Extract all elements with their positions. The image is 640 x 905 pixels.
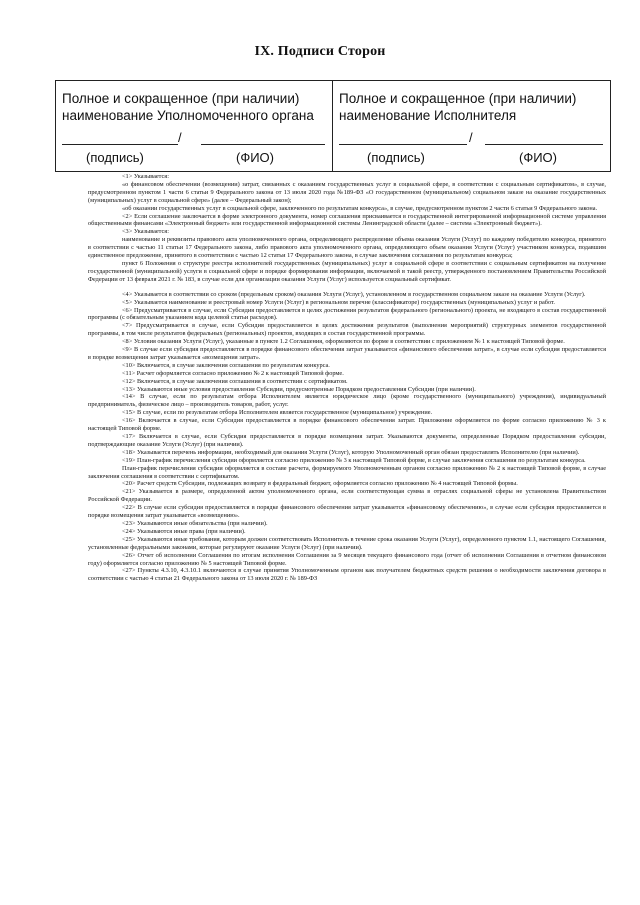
authority-slash: / [178, 130, 182, 145]
contractor-name-label: Полное и сокращенное (при наличии) наименование Исполнителя [339, 91, 577, 123]
footnote-paragraph: <19> План-график перечисления субсидии оформляется согласно приложению № 3 к настоящей Типовой форме, в случае заключения соглашения по результатам конкурса. [122, 456, 586, 464]
contractor-fio-caption: (ФИО) [519, 150, 557, 165]
contractor-signature-caption: (подпись) [367, 150, 425, 165]
footnote-paragraph: <3> Указывается: [122, 228, 169, 236]
signature-cell-authority [56, 81, 333, 171]
footnote-paragraph: <18> Указывается перечень информации, необходимый для оказания Услуги (Услуг), которую Уполномоченный орган обязан предоставлять Исполнителю (при наличии). [122, 448, 580, 456]
footnote-paragraph: План-график перечисления субсидии оформляется в составе расчета, формируемого Уполномоченным органом согласно приложению № 2 к настоящей Типовой форме, в случае заключения соглашения в соответствии с сертификатом. [88, 464, 606, 480]
footnote-paragraph: <15> В случае, если по результатам отбора Исполнителем является государственное (муниципальное) учреждение. [122, 409, 433, 417]
footnote-paragraph: «об оказании государственных услуг в социальной сфере, заключенного по результатам конкурса», в случае, предусмотренном пунктом 2 части 6 статьи 9 Федерального закона. [122, 204, 598, 212]
signature-cell-contractor [333, 81, 610, 171]
footnote-paragraph: <22> В случае если субсидия предоставляется в порядке финансового обеспечения затрат указывается «финансовому обеспечению», в случае если субсидия предоставляется в порядке возмещения затрат указывается «возмещению». [88, 504, 606, 520]
footnote-paragraph: <21> Указывается в размере, определенной актом уполномоченного органа, если соответствующая сумма в отраслях социальной сферы не установлена Правительством Российской Федерации. [88, 488, 606, 504]
footnote-paragraph: «о финансовом обеспечении (возмещении) затрат, связанных с оказанием государственных услуг в социальной сфере, в соответствии с социальным сертификатом», в случае, предусмотренном пунктом 1 части 6 статьи 9 Федерального закона от 13 июля 2020 года №189-ФЗ «О государственном (муниципальном) социальном заказе на оказание государственных (муниципальных) услуг в социальной сфере» (далее – Федеральный закон); [88, 180, 606, 204]
footnote-paragraph: <6> Предусматривается в случае, если Субсидия предоставляется в целях достижения результатов федерального (регионального) проекта, не входящего в состав государственной программы (с обязательным указанием кода целевой статьи расходов). [88, 306, 606, 322]
footnote-paragraph: <4> Указывается в соответствии со сроком (предельным сроком) оказания Услуги (Услуг), установленном в государственном социальном заказе на оказание Услуги (Услуг). [122, 290, 586, 298]
footnote-paragraph: <26> Отчет об исполнении Соглашения по итогам исполнения Соглашения за 9 месяцев текущего финансового года (отчет об исполнении Соглашения в отчетном финансовом году) оформляется согласно приложению № 5 настоящей Типовой форме. [88, 551, 606, 567]
footnote-paragraph: <20> Расчет средств Субсидии, подлежащих возврату в федеральный бюджет, оформляется согласно приложению № 4 настоящей Типовой формы. [122, 480, 518, 488]
footnote-paragraph: <13> Указываются иные условия предоставления Субсидии, предусмотренные Порядком предоставления Субсидии (при наличии). [122, 385, 476, 393]
footnote-paragraph: <7> Предусматривается в случае, если Субсидия предоставляется в целях достижения результатов (выполнения мероприятий) структурных элементов государственной программы, в том числе результатов федеральных (региональных) проектов, входящих в состав государственной программы. [88, 322, 606, 338]
footnote-paragraph: <17> Включается в случае, если Субсидия предоставляется в порядке возмещения затрат. Указываются документы, определенные Порядком предоставления субсидии, подтверждающие оказание Услуги (Услуг) (при наличии). [88, 433, 606, 448]
footnote-paragraph: <1> Указывается: [122, 173, 169, 180]
authority-signature-caption: (подпись) [86, 150, 144, 165]
footnote-paragraph: <2> Если соглашение заключается в форме электронного документа, номер соглашения присваивается в государственной интегрированной информационной системе управления общественными финансами «Электронный бюджет» или государственной информационной системы Ленинградской области (далее – система «Электронный бюджет»). [88, 212, 606, 228]
authority-fio-caption: (ФИО) [236, 150, 274, 165]
signature-table [55, 80, 611, 172]
footnote-paragraph: <23> Указываются иные обязательства (при наличии). [122, 519, 268, 527]
authority-fio-line [201, 144, 325, 145]
authority-signature-line [62, 144, 178, 145]
footnote-paragraph: наименование и реквизиты правового акта уполномоченного органа, определяющего распределение объема оказания Услуги (Услуг) по каждому победителю конкурса, принятого в соответствии с частью 11 статьи 17 Федерального закона, либо правового акта уполномоченного органа, определяющего объем оказания Услуги (Услуг) участником конкурса, подавшим единственное предложение, принятого в соответствии с частью 12 статьи 17 Федерального закона, в случае заключения соглашения по результатам конкурса; [88, 236, 606, 260]
contractor-signature-line [339, 144, 467, 145]
footnote-paragraph: <14> В случае, если по результатам отбора Исполнителем является юридическое лицо (кроме государственного (муниципального) учреждения), индивидуальный предприниматель, физическое лицо – производитель товаров, работ, услуг. [88, 393, 606, 409]
contractor-fio-line [485, 144, 603, 145]
footnote-paragraph: <16> Включается в случае, если Субсидия предоставляется в порядке финансового обеспечения затрат. Приложение оформляется по форме согласно приложению № 3 к настоящей Типовой форме. [88, 417, 606, 433]
footnote-paragraph: <12> Включается, в случае заключения соглашения в соответствии с сертификатом. [122, 377, 348, 385]
footnote-paragraph: <27> Пункты 4.3.10, 4.3.10.1 включаются в случае принятия Уполномоченным органом как получателем бюджетных средств решения о необходимости заключения договора в соответствии с частью 4 статьи 21 Федерального закона от 13 июля 2020 г. № 189-ФЗ [88, 567, 606, 583]
footnote-paragraph: <25> Указываются иные требования, которым должен соответствовать Исполнитель в течение срока оказания Услуги (Услуг), определенного пунктом 1.1, настоящего Соглашения, установленные федеральными законами, которые регулируют оказание Услуги (Услуг) (при наличии). [88, 535, 606, 551]
footnote-paragraph: <9> В случае если субсидия предоставляется в порядке финансового обеспечения затрат указывается «финансового обеспечения затрат», в случае если субсидия предоставляется в порядке возмещения затрат указывается «возмещения затрат». [88, 346, 606, 361]
footnote-paragraph: пункт 6 Положения о структуре реестра исполнителей государственных (муниципальных) услуг в социальной сфере в соответствии с социальным сертификатом на получение государственной (муниципальной) услуги в социальной сфере и порядке формирования информации, включаемой в такой реестр, утвержденного постановлением Правительства Российской Федерации от 13 февраля 2021 г. № 183, в случае если для организации оказания Услуги (Услуг) используется социальный сертификат. [88, 259, 606, 283]
authority-name-label: Полное и сокращенное (при наличии) наименование Уполномоченного органа [62, 91, 314, 123]
contractor-slash: / [469, 130, 473, 145]
section-title: IX. Подписи Сторон [254, 44, 386, 59]
footnote-paragraph: <8> Условия оказания Услуги (Услуг), указанные в пункте 1.2 Соглашения, оформляются по форме в соответствии с приложением № 1 к настоящей Типовой форме. [122, 338, 565, 346]
footnote-paragraph: <5> Указывается наименование и реестровый номер Услуги (Услуг) в региональном перечне (классификаторе) государственных (муниципальных) услуг и работ. [122, 298, 555, 306]
footnote-paragraph: <24> Указываются иные права (при наличии). [122, 527, 246, 535]
footnote-paragraph: <10> Включается, в случае заключения соглашения по результатам конкурса. [122, 361, 330, 369]
footnotes-block [88, 173, 606, 583]
footnote-paragraph: <11> Расчет оформляется согласно приложению № 2 к настоящей Типовой форме. [122, 369, 344, 377]
